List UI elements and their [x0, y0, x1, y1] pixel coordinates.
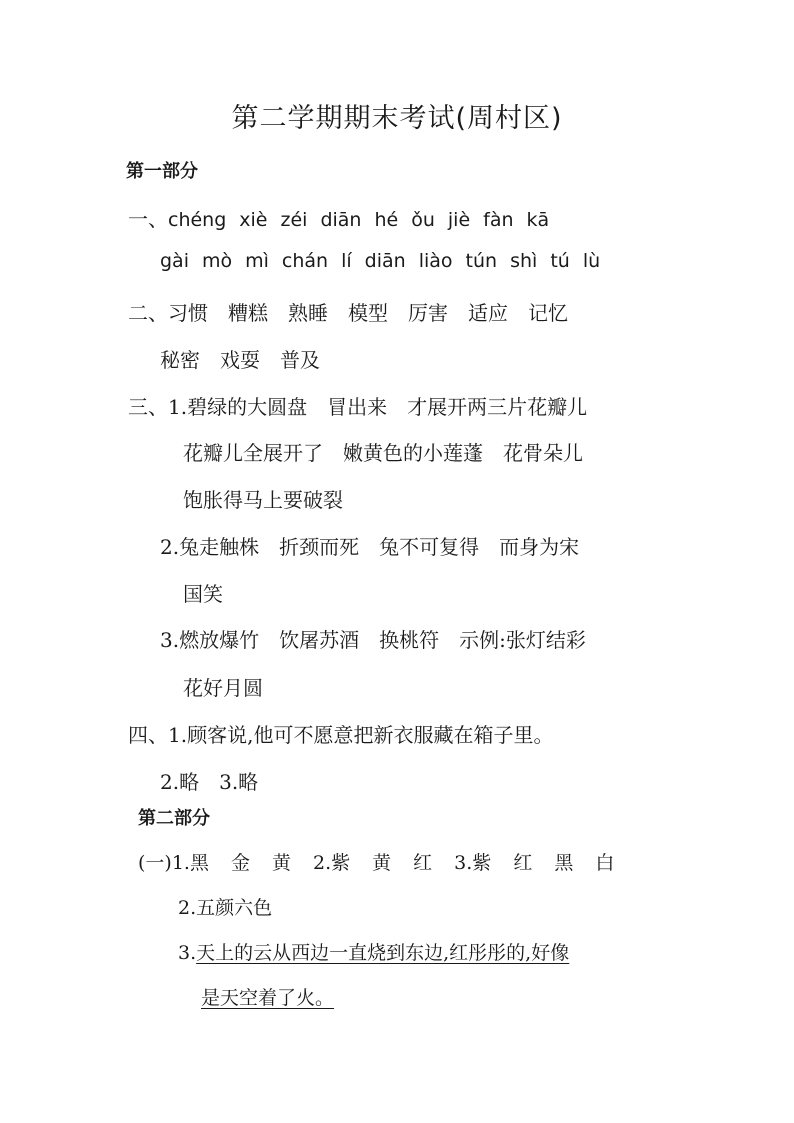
pinyin-item: jiè: [447, 209, 471, 231]
p2-q1-s1: [138, 848, 636, 875]
word-item: 适应: [468, 301, 508, 325]
word-item: 熟睡: [288, 301, 328, 325]
q2-row2: [160, 344, 340, 373]
q4-number: 四、: [128, 723, 168, 747]
answer-item: 兔不可复得: [379, 535, 480, 559]
color-item: 黄: [372, 852, 392, 874]
pinyin-item: diān: [320, 209, 362, 231]
p2-q1-s3-row2: [201, 983, 334, 1010]
q3-s2-number: 2.: [160, 535, 180, 559]
pinyin-item: fàn: [483, 209, 514, 231]
color-item: 2.紫: [313, 852, 351, 874]
answer-item: 饱胀得马上要破裂: [183, 488, 343, 512]
answer-item: 碧绿的大圆盘: [187, 395, 308, 419]
q3-s1-row3: [183, 484, 363, 513]
pinyin-item: shì: [510, 250, 538, 272]
pinyin-item: lí: [341, 250, 352, 272]
answer-item: 饮屠苏酒: [279, 628, 360, 652]
word-item: 糟糕: [228, 301, 268, 325]
answer-item: 示例:张灯结彩: [459, 628, 586, 652]
pinyin-item: chán: [281, 250, 329, 272]
q3-s3-row1: [160, 624, 606, 653]
pinyin-item: tú: [550, 250, 570, 272]
word-item: 习惯: [168, 301, 208, 325]
q1-row1: [128, 203, 562, 232]
answer-item: 冒出来: [327, 395, 388, 419]
answer-item: 燃放爆竹: [179, 628, 260, 652]
answer-item: 换桃符: [379, 628, 440, 652]
pinyin-item: ǒu: [411, 209, 435, 231]
q3-number: 三、: [128, 395, 168, 419]
answer-item: 嫩黄色的小莲蓬: [343, 441, 483, 465]
part1-heading: 第一部分: [126, 161, 198, 182]
page-title: 第二学期期末考试(周村区): [231, 103, 563, 134]
answer-item: 兔走触株: [179, 535, 260, 559]
p2-q1-s2: 2.五颜六色: [178, 897, 273, 919]
pinyin-item: zéi: [280, 209, 308, 231]
answer-item: 折颈而死: [279, 535, 360, 559]
q3-s2-row2: [183, 578, 243, 607]
word-item: 模型: [348, 301, 388, 325]
answer-item: 2.略: [160, 770, 200, 794]
pinyin-item: hé: [374, 209, 399, 231]
q4-s1-text: 1.顾客说,他可不愿意把新衣服藏在箱子里。: [168, 723, 554, 747]
answer-item: 花瓣儿全展开了: [183, 441, 323, 465]
pinyin-item: kā: [526, 209, 550, 231]
color-item: 黄: [271, 852, 291, 874]
color-item: 3.紫: [454, 852, 492, 874]
q3-s1-row1: [128, 391, 607, 420]
p2-q1-number: (一): [138, 852, 172, 874]
q4-s1: [128, 719, 553, 748]
word-item: 戏耍: [220, 348, 260, 372]
pinyin-item: tún: [465, 250, 498, 272]
pinyin-list: [168, 209, 562, 231]
color-item: 金: [230, 852, 250, 874]
word-item: 普及: [280, 348, 320, 372]
answer-item: 而身为宋: [499, 535, 580, 559]
answer-item: 3.略: [219, 770, 259, 794]
q3-s3-row2: [183, 672, 283, 701]
q1-row2: [160, 250, 613, 272]
q3-s2-row1: [160, 531, 599, 560]
pinyin-item: mò: [201, 250, 233, 272]
color-list: [172, 852, 637, 874]
word-item: 记忆: [528, 301, 568, 325]
p2-q1-s3-row1: [178, 938, 569, 965]
pinyin-item: mì: [245, 250, 269, 272]
pinyin-item: gài: [160, 250, 189, 272]
q3-s1-row2: [183, 437, 603, 466]
color-item: 红: [513, 852, 533, 874]
color-item: 白: [595, 852, 615, 874]
color-item: 1.黑: [171, 852, 209, 874]
word-item: 厉害: [408, 301, 448, 325]
answer-item: 花骨朵儿: [503, 441, 583, 465]
q2-row1: [128, 297, 588, 326]
q1-number: 一、: [128, 207, 168, 231]
underlined-answer: 天上的云从西边一直烧到东边,红彤彤的,好像: [196, 942, 570, 964]
q4-s2-row: [160, 766, 278, 795]
pinyin-item: diān: [364, 250, 406, 272]
underlined-answer: 是天空着了火。: [201, 987, 335, 1009]
pinyin-item: chéng: [168, 209, 227, 231]
word-item: 秘密: [160, 348, 200, 372]
answer-list: [179, 535, 599, 559]
q3-s3-number: 3.: [160, 628, 180, 652]
q2-number: 二、: [128, 301, 168, 325]
word-list: [168, 301, 588, 325]
pinyin-item: xiè: [239, 209, 268, 231]
answer-list: [179, 628, 606, 652]
answer-item: 才展开两三片花瓣儿: [407, 395, 588, 419]
answer-item: 国笑: [183, 582, 223, 606]
color-item: 黑: [554, 852, 574, 874]
answer-list: [187, 395, 607, 419]
part2-heading: 第二部分: [138, 808, 210, 829]
color-item: 红: [413, 852, 433, 874]
pinyin-item: lù: [582, 250, 601, 272]
q3-s1-number: 1.: [168, 395, 188, 419]
answer-item: 花好月圆: [183, 676, 263, 700]
pinyin-item: liào: [418, 250, 453, 272]
p2-q1-s3-number: 3.: [178, 942, 197, 964]
